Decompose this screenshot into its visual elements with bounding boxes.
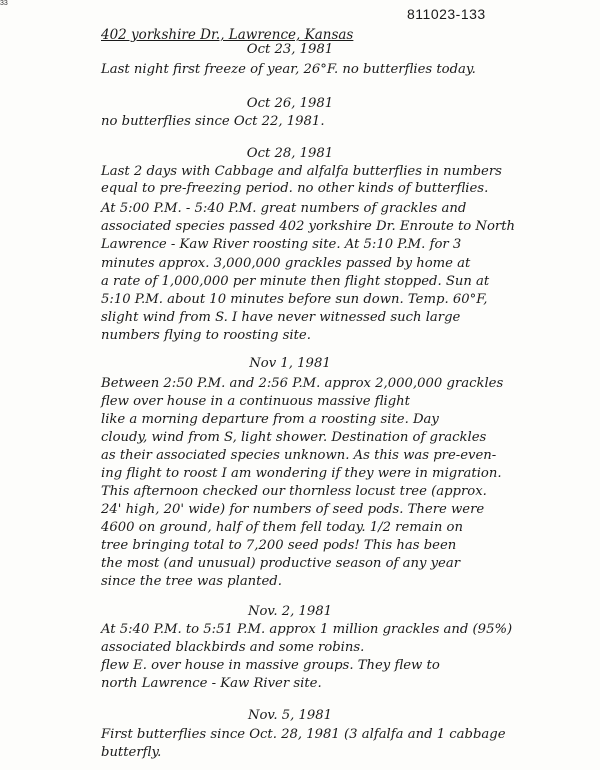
entry-line: tree bringing total to 7,200 seed pods! This has been [101,538,457,553]
entry-line: 4600 on ground, half of them fell today. 1/2 remain on [101,520,463,535]
entry-line: Last 2 days with Cabbage and alfalfa butterflies in numbers [101,164,502,179]
entry-line: north Lawrence - Kaw River site. [101,676,322,691]
document-id: 811023-133 [407,6,486,22]
entry-date: Nov. 2, 1981 [247,604,333,619]
entry-line: 24' high, 20' wide) for numbers of seed pods. There were [101,502,485,517]
entry-line: no butterflies since Oct 22, 1981. [101,114,325,129]
entry-line: like a morning departure from a roosting site. Day [101,412,439,427]
entry-line: the most (and unusual) productive season of any year [101,556,461,571]
entry-line: flew over house in a continuous massive flight [101,394,410,409]
entry-line: At 5:00 P.M. - 5:40 P.M. great numbers of grackles and [101,201,467,216]
entry-line: First butterflies since Oct. 28, 1981 (3 alfalfa and 1 cabbage [101,727,506,742]
entry-line: ing flight to roost I am wondering if they were in migration. [101,466,502,481]
entry-line: since the tree was planted. [101,574,282,589]
entry-date: Nov 1, 1981 [249,356,331,371]
entry-line: equal to pre-freezing period. no other kinds of butterflies. [101,181,489,196]
entry-date: Oct 23, 1981 [246,42,334,57]
entry-line: flew E. over house in massive groups. They flew to [101,658,440,673]
entry-date: Oct 26, 1981 [246,96,334,111]
address-heading: 402 yorkshire Dr., Lawrence, Kansas [101,27,354,43]
entry-line: associated species passed 402 yorkshire Dr. Enroute to North [101,219,515,234]
entry-line: This afternoon checked our thornless locust tree (approx. [101,484,487,499]
entry-line: At 5:40 P.M. to 5:51 P.M. approx 1 million grackles and (95%) [101,622,513,637]
entry-line: slight wind from S. I have never witnessed such large [101,310,461,325]
entry-line: a rate of 1,000,000 per minute then flight stopped. Sun at [101,274,490,289]
entry-line: cloudy, wind from S, light shower. Destination of grackles [101,430,487,445]
entry-line: Lawrence - Kaw River roosting site. At 5:10 P.M. for 3 [101,237,462,252]
entry-date: Nov. 5, 1981 [247,708,333,723]
entry-line: associated blackbirds and some robins. [101,640,365,655]
entry-line: minutes approx. 3,000,000 grackles passed by home at [101,256,471,271]
entry-line: Between 2:50 P.M. and 2:56 P.M. approx 2,000,000 grackles [101,376,504,391]
entry-line: numbers flying to roosting site. [101,328,311,343]
entry-date: Oct 28, 1981 [246,146,334,161]
corner-mark: 33 [0,0,8,7]
entry-line: 5:10 P.M. about 10 minutes before sun down. Temp. 60°F, [101,292,488,307]
entry-line: as their associated species unknown. As this was pre-even- [101,448,497,463]
entry-line: butterfly. [101,745,162,760]
entry-line: Last night first freeze of year, 26°F. no butterflies today. [101,62,476,77]
